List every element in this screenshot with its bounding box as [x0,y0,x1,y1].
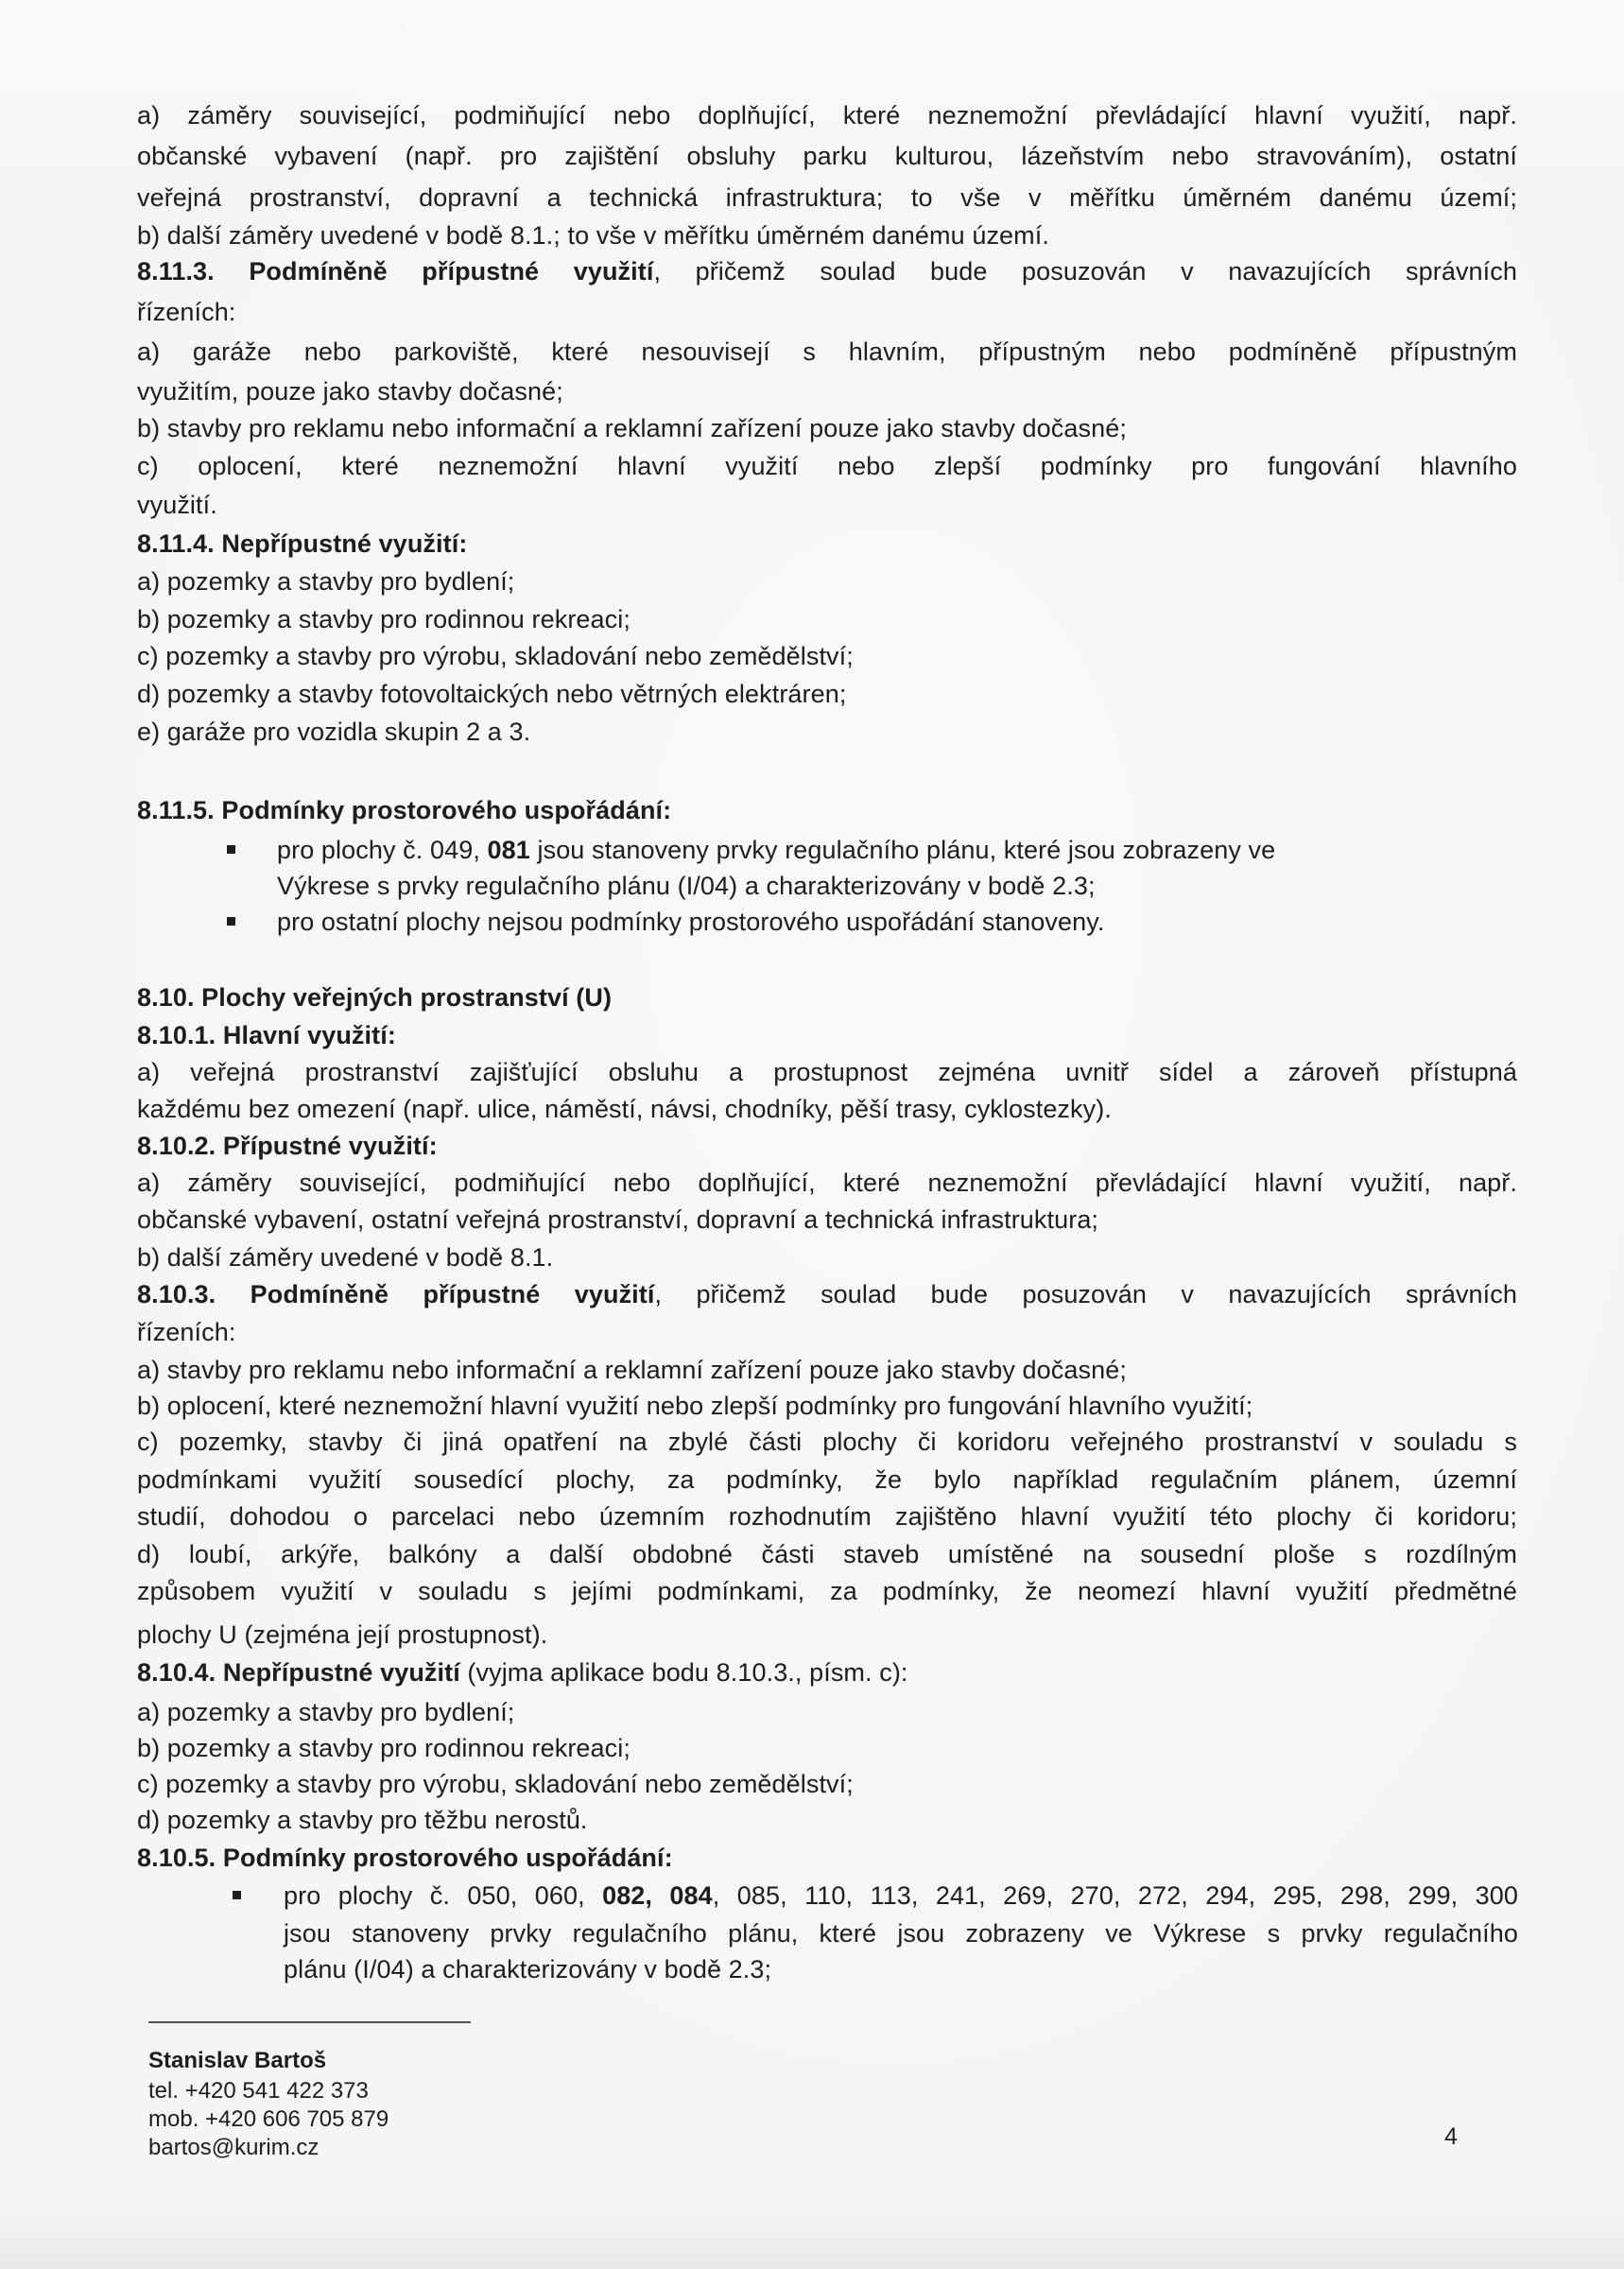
heading-8-10-5 [137,1842,673,1874]
text-line [137,1056,1517,1088]
text-line [137,336,1517,368]
text-line [137,1426,1517,1458]
bold-text-segment: 8.11.3. Podmíněně přípustné využití [137,257,654,286]
text-segment: , přičemž soulad bude posuzován v navazujících správních [653,257,1517,286]
bullet-marker [227,917,235,926]
text-segment: plánu (I/04) a charakterizovány v bodě 2.3; [284,1955,772,1983]
text-segment: veřejná prostranství, dopravní a technická infrastruktura; to vše v měřítku úměrném danému území; [137,183,1517,212]
bold-text-segment: 8.10.5. Podmínky prostorového uspořádání: [137,1844,673,1872]
text-segment: e) garáže pro vozidla skupin 2 a 3. [137,718,531,746]
text-line [284,1917,1518,1949]
text-segment: a) veřejná prostranství zajišťující obsluhu a prostupnost zejména uvnitř sídel a zároveň přístupná [137,1058,1517,1086]
text-segment: b) stavby pro reklamu nebo informační a reklamní zařízení pouze jako stavby dočasné; [137,414,1127,442]
text-segment: občanské vybavení (např. pro zajištění obsluhy parku kulturou, lázeňstvím nebo stravováním), ostatní [137,142,1517,170]
text-line [137,412,1127,444]
text-segment: c) oplocení, které neznemožní hlavní využití nebo zlepší podmínky pro fungování hlavního [137,452,1517,480]
text-line [137,1390,1253,1422]
heading-8-10-3 [137,1278,1517,1310]
text-segment: podmínkami využití sousedící plochy, za podmínky, že bylo například regulačním plánem, územní [137,1465,1517,1494]
text-segment: a) pozemky a stavby pro bydlení; [137,1698,515,1726]
text-line [137,1575,1517,1607]
contact-phone: tel. +420 541 422 373 [148,2078,369,2104]
text-segment: , 085, 110, 113, 241, 269, 270, 272, 294, 295, 298, 299, 300 [712,1881,1518,1910]
text-line [137,296,235,328]
text-segment: c) pozemky a stavby pro výrobu, skladování nebo zemědělství; [137,1770,854,1798]
text-line [137,140,1517,172]
text-line [137,1538,1517,1570]
heading-8-10-4 [137,1656,908,1689]
bold-text-segment: 8.10.4. Nepřípustné využití [137,1658,460,1687]
text-segment: způsobem využití v souladu s jejími podmínkami, za podmínky, že neomezí hlavní využití předmětné [137,1577,1517,1605]
contact-mobile: mob. +420 606 705 879 [148,2106,389,2132]
text-segment: využití. [137,491,217,519]
text-line [137,99,1517,131]
text-segment: studií, dohodou o parcelaci nebo územním rozhodnutím zajištěno hlavní využití této plochy či koridoru; [137,1502,1517,1531]
text-segment: d) pozemky a stavby pro těžbu nerostů. [137,1806,588,1834]
text-line [284,1879,1518,1912]
text-line [137,182,1517,214]
text-line [137,678,846,710]
heading-8-10-2 [137,1130,438,1162]
text-segment: a) garáže nebo parkoviště, které nesouvisejí s hlavním, přípustným nebo podmíněně přípustným [137,338,1517,366]
heading-8-11-3 [137,255,1517,287]
text-line [137,1316,235,1348]
bold-text-segment: 8.11.5. Podmínky prostorového uspořádání: [137,796,672,824]
text-segment: d) pozemky a stavby fotovoltaických nebo větrných elektráren; [137,680,847,708]
text-segment: jsou stanoveny prvky regulačního plánu, které jsou zobrazeny ve Výkrese s prvky regulačního [284,1919,1518,1948]
text-segment: c) pozemky a stavby pro výrobu, skladování nebo zemědělství; [137,642,854,670]
text-line [137,489,217,521]
text-segment: řízeních: [137,1318,236,1346]
text-line [137,1354,1127,1386]
bold-text-segment: 081 [487,836,530,864]
heading-8-11-5 [137,794,671,826]
bold-text-segment: 8.10.2. Přípustné využití: [137,1132,438,1160]
text-segment: (vyjma aplikace bodu 8.10.3., písm. c): [459,1658,908,1687]
text-line [137,1768,854,1800]
text-line [277,906,1104,938]
text-line [137,1500,1517,1533]
bullet-marker [227,845,235,854]
text-segment: a) záměry související, podmiňující nebo doplňující, které neznemožní převládající hlavní využití, např. [137,101,1517,130]
text-segment: Výkrese s prvky regulačního plánu (I/04) a charakterizovány v bodě 2.3; [277,872,1096,900]
text-segment: b) oplocení, které neznemožní hlavní využití nebo zlepší podmínky pro fungování hlavního využití; [137,1392,1253,1420]
text-segment: , přičemž soulad bude posuzován v navazujících správních [654,1280,1517,1308]
bold-text-segment: 8.10.3. Podmíněně přípustné využití [137,1280,655,1308]
contact-name: Stanislav Bartoš [148,2048,327,2073]
text-line [137,1464,1517,1496]
text-line [137,1804,588,1836]
bullet-marker [233,1891,241,1899]
text-line [284,1953,771,1985]
text-segment: občanské vybavení, ostatní veřejná prostranství, dopravní a technická infrastruktura; [137,1205,1099,1234]
text-segment: a) pozemky a stavby pro bydlení; [137,567,515,596]
text-line [137,1241,553,1273]
text-segment: b) pozemky a stavby pro rodinnou rekreaci; [137,605,631,633]
text-segment: a) stavby pro reklamu nebo informační a reklamní zařízení pouze jako stavby dočasné; [137,1356,1127,1384]
text-line [137,716,530,748]
text-segment: pro plochy č. 050, 060, [284,1881,603,1910]
text-segment: jsou stanoveny prvky regulačního plánu, které jsou zobrazeny ve [529,836,1276,864]
text-segment: d) loubí, arkýře, balkóny a další obdobné části staveb umístěné na sousední ploše s rozdílným [137,1540,1517,1568]
text-line [137,1204,1098,1236]
text-line [277,870,1096,902]
heading-8-10 [137,981,612,1013]
text-line [277,834,1275,866]
bold-text-segment: 082, 084 [602,1881,713,1910]
text-line [137,1619,547,1651]
text-segment: pro ostatní plochy nejsou podmínky prostorového uspořádání stanoveny. [277,908,1105,936]
text-segment: b) pozemky a stavby pro rodinnou rekreaci; [137,1734,631,1762]
text-segment: využitím, pouze jako stavby dočasné; [137,377,563,406]
page-number: 4 [1444,2123,1458,2150]
text-line [137,1696,514,1728]
text-line [137,1093,1112,1125]
text-segment: c) pozemky, stavby či jiná opatření na zbylé části plochy či koridoru veřejného prostranství v souladu s [137,1428,1517,1456]
text-line [137,450,1517,482]
text-line [137,603,631,635]
signature-divider [148,2021,471,2023]
bold-text-segment: 8.11.4. Nepřípustné využití: [137,529,468,558]
text-line [137,565,514,598]
text-line [137,640,854,672]
text-line [137,219,1049,251]
heading-8-10-1 [137,1019,396,1051]
bold-text-segment: 8.10.1. Hlavní využití: [137,1021,396,1049]
text-line [137,1732,631,1764]
text-segment: pro plochy č. 049, [277,836,488,864]
bold-text-segment: 8.10. Plochy veřejných prostranství (U) [137,983,613,1012]
heading-8-11-4 [137,528,467,560]
text-line [137,375,563,407]
contact-email: bartos@kurim.cz [148,2135,320,2160]
text-line [137,1167,1517,1199]
text-segment: b) další záměry uvedené v bodě 8.1. [137,1243,554,1272]
text-segment: plochy U (zejména její prostupnost). [137,1620,548,1649]
text-segment: každému bez omezení (např. ulice, náměstí, návsi, chodníky, pěší trasy, cyklostezky). [137,1095,1112,1123]
text-segment: a) záměry související, podmiňující nebo doplňující, které neznemožní převládající hlavní využití, např. [137,1169,1517,1197]
text-segment: b) další záměry uvedené v bodě 8.1.; to vše v měřítku úměrném danému území. [137,221,1049,250]
text-segment: řízeních: [137,298,236,326]
